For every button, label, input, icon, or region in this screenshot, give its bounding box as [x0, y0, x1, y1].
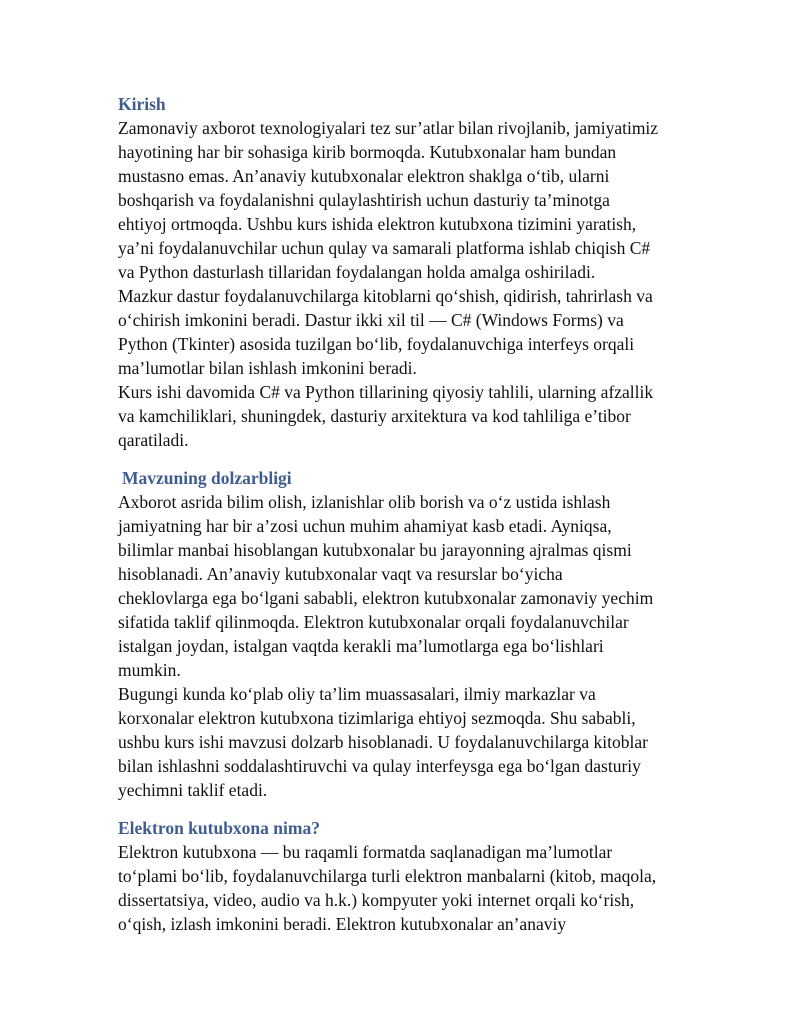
- section-heading: Elektron kutubxona nima?: [118, 818, 320, 838]
- document-body: [118, 92, 698, 950]
- section-heading: Kirish: [118, 94, 166, 114]
- section-elektron-kutubxona: [118, 816, 698, 936]
- paragraph: Mazkur dastur foydalanuvchilarga kitoblarni qo‘shish, qidirish, tahrirlash va o‘chirish imkonini beradi. Dastur ikki xil til — C# (Windows Forms) va Python (Tkinter) asosida tuzilgan bo‘lib, foydalanuvchiga interfeys orqali ma’lumotlar bilan ishlash imkonini beradi.: [118, 286, 653, 378]
- section-dolzarblik: [118, 466, 698, 802]
- paragraph: Elektron kutubxona — bu raqamli formatda saqlanadigan ma’lumotlar to‘plami bo‘lib, foydalanuvchilarga turli elektron manbalarni (kitob, maqola, dissertatsiya, video, audio va h.k.) kompyuter yoki internet orqali ko‘rish, o‘qish, izlash imkonini beradi. Elektron kutubxonalar an’anaviy: [118, 842, 657, 934]
- paragraph: Axborot asrida bilim olish, izlanishlar olib borish va o‘z ustida ishlash jamiyatning har bir a’zosi uchun muhim ahamiyat kasb etadi. Ayniqsa, bilimlar manbai hisoblangan kutubxonalar bu jarayonning ajralmas qismi hisoblanadi. An’anaviy kutubxonalar vaqt va resurslar bo‘yicha cheklovlarga ega bo‘lgani sababli, elektron kutubxonalar zamonaviy yechim sifatida taklif qilinmoqda. Elektron kutubxonalar orqali foydalanuvchilar istalgan joydan, istalgan vaqtda kerakli ma’lumotlarga ega bo‘lishlari mumkin.: [118, 492, 654, 680]
- section-kirish: [118, 92, 698, 452]
- paragraph: Kurs ishi davomida C# va Python tillarining qiyosiy tahlili, ularning afzallik va kamchiliklari, shuningdek, dasturiy arxitektura va kod tahliliga e’tibor qaratiladi.: [118, 382, 654, 450]
- paragraph: Bugungi kunda ko‘plab oliy ta’lim muassasalari, ilmiy markazlar va korxonalar elektron kutubxona tizimlariga ehtiyoj sezmoqda. Shu sababli, ushbu kurs ishi mavzusi dolzarb hisoblanadi. U foydalanuvchilarga kitoblar bilan ishlashni soddalashtiruvchi va qulay interfeysga ega bo‘lgan dasturiy yechimni taklif etadi.: [118, 684, 648, 800]
- paragraph: Zamonaviy axborot texnologiyalari tez sur’atlar bilan rivojlanib, jamiyatimiz hayotining har bir sohasiga kirib bormoqda. Kutubxonalar ham bundan mustasno emas. An’anaviy kutubxonalar elektron shaklga o‘tib, ularni boshqarish va foydalanishni qulaylashtirish uchun dasturiy ta’minotga ehtiyoj ortmoqda. Ushbu kurs ishida elektron kutubxona tizimini yaratish, ya’ni foydalanuvchilar uchun qulay va samarali platforma ishlab chiqish C# va Python dasturlash tillaridan foydalangan holda amalga oshiriladi.: [118, 118, 659, 282]
- section-heading: Mavzuning dolzarbligi: [122, 468, 292, 488]
